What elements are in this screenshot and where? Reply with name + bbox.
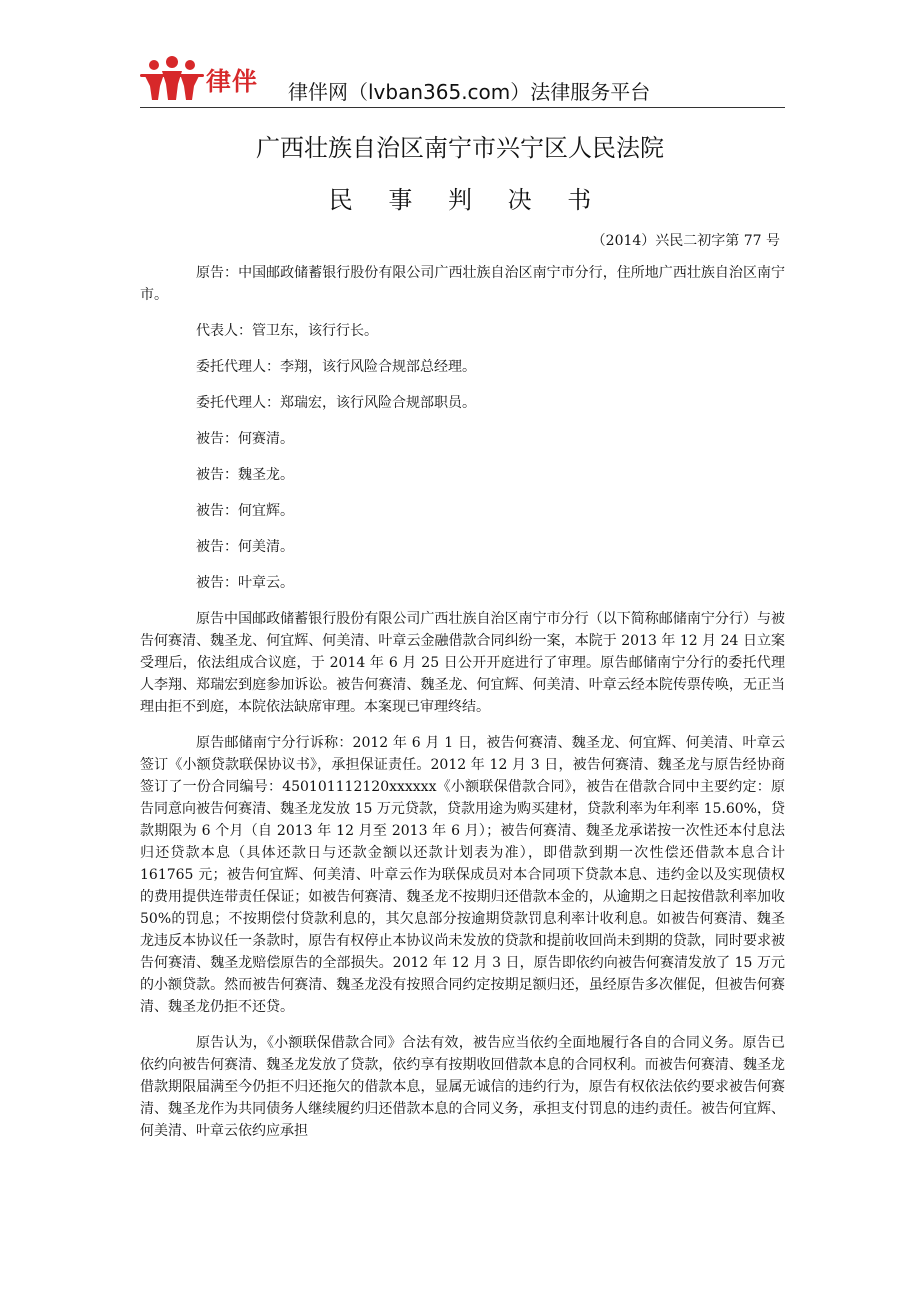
paragraph-plaintiff-argument: 原告认为，《小额联保借款合同》合法有效，被告应当依约全面地履行各自的合同义务。原告已依约向被告何赛清、魏圣龙发放了贷款，依约享有按期收回借款本息的合同权利。而被告何赛清、魏圣龙借款期限届满至今仍拒不归还拖欠的借款本息，显属无诚信的违约行为，原告有权依法依约要求被告何赛清、魏圣龙作为共同债务人继续履约归还借款本息的合同义务，承担支付罚息的违约责任。被告何宜辉、何美清、叶章云依约应承担: [140, 1035, 785, 1139]
court-name: 广西壮族自治区南宁市兴宁区人民法院: [256, 134, 664, 162]
paragraph-defendant-1: 被告：何赛清。: [196, 431, 294, 447]
paragraph-defendant-5: 被告：叶章云。: [196, 575, 294, 591]
paragraph-defendant-4: 被告：何美清。: [196, 539, 294, 555]
paragraph-representative: 代表人：管卫东，该行行长。: [196, 323, 378, 339]
site-title: 律伴网（lvban365.com）法律服务平台: [288, 80, 651, 104]
logo-text: 律伴: [206, 67, 259, 96]
paragraph-plaintiff-claim: 原告邮储南宁分行诉称：2012 年 6 月 1 日，被告何赛清、魏圣龙、何宜辉、何美清、叶章云签订《小额贷款联保协议书》，承担保证责任。2012 年 12 月 3 日，被告何赛清、魏圣龙与原告经协商签订了一份合同编号：450101112120xxxxxx《小额联保借款合同》，被告在借款合同中主要约定：原告同意向被告何赛清、魏圣龙发放 15 万元贷款，贷款用途为购买建材，贷款利率为年利率 15.60%，贷款期限为 6 个月（自 2013 年 12 月至 2013 年 6 月）；被告何赛清、魏圣龙承诺按一次性还本付息法归还贷款本息（具体还款日与还款金额以还款计划表为准），即借款到期一次性偿还借款本息合计 161765 元；被告何宜辉、何美清、叶章云作为联保成员对本合同项下贷款本息、违约金以及实现债权的费用提供连带责任保证；如被告何赛清、魏圣龙不按期归还借款本金的，从逾期之日起按借款利率加收 50%的罚息；不按期偿付贷款利息的，其欠息部分按逾期贷款罚息利率计收利息。如被告何赛清、魏圣龙违反本协议任一条款时，原告有权停止本协议尚未发放的贷款和提前收回尚未到期的贷款，同时要求被告何赛清、魏圣龙赔偿原告的全部损失。2012 年 12 月 3 日，原告即依约向被告何赛清发放了 15 万元的小额贷款。然而被告何赛清、魏圣龙没有按照合同约定按期足额归还，虽经原告多次催促，但被告何赛清、魏圣龙仍拒不还贷。: [140, 735, 785, 1015]
paragraph-agent-2: 委托代理人：郑瑞宏，该行风险合规部职员。: [196, 395, 476, 411]
case-number: （2014）兴民二初字第 77 号: [591, 233, 780, 249]
paragraph-plaintiff: 原告：中国邮政储蓄银行股份有限公司广西壮族自治区南宁市分行，住所地广西壮族自治区南宁市。: [140, 265, 785, 303]
paragraph-agent-1: 委托代理人：李翔，该行风险合规部总经理。: [196, 359, 476, 375]
site-header: [140, 52, 785, 108]
header-divider: [140, 107, 785, 108]
lvban-logo[interactable]: [140, 56, 290, 102]
document-type-title: 民 事 判 决 书: [328, 186, 606, 214]
paragraph-defendant-2: 被告：魏圣龙。: [196, 467, 294, 483]
logo-figures-icon: [140, 56, 204, 102]
paragraph-case-summary: 原告中国邮政储蓄银行股份有限公司广西壮族自治区南宁市分行（以下简称邮储南宁分行）与被告何赛清、魏圣龙、何宜辉、何美清、叶章云金融借款合同纠纷一案，本院于 2013 年 12 月 24 日立案受理后，依法组成合议庭，于 2014 年 6 月 25 日公开开庭进行了审理。原告邮储南宁分行的委托代理人李翔、郑瑞宏到庭参加诉讼。被告何赛清、魏圣龙、何宜辉、何美清、叶章云经本院传票传唤，无正当理由拒不到庭，本院依法缺席审理。本案现已审理终结。: [140, 611, 785, 715]
judgment-body: [140, 262, 785, 1156]
paragraph-defendant-3: 被告：何宜辉。: [196, 503, 294, 519]
